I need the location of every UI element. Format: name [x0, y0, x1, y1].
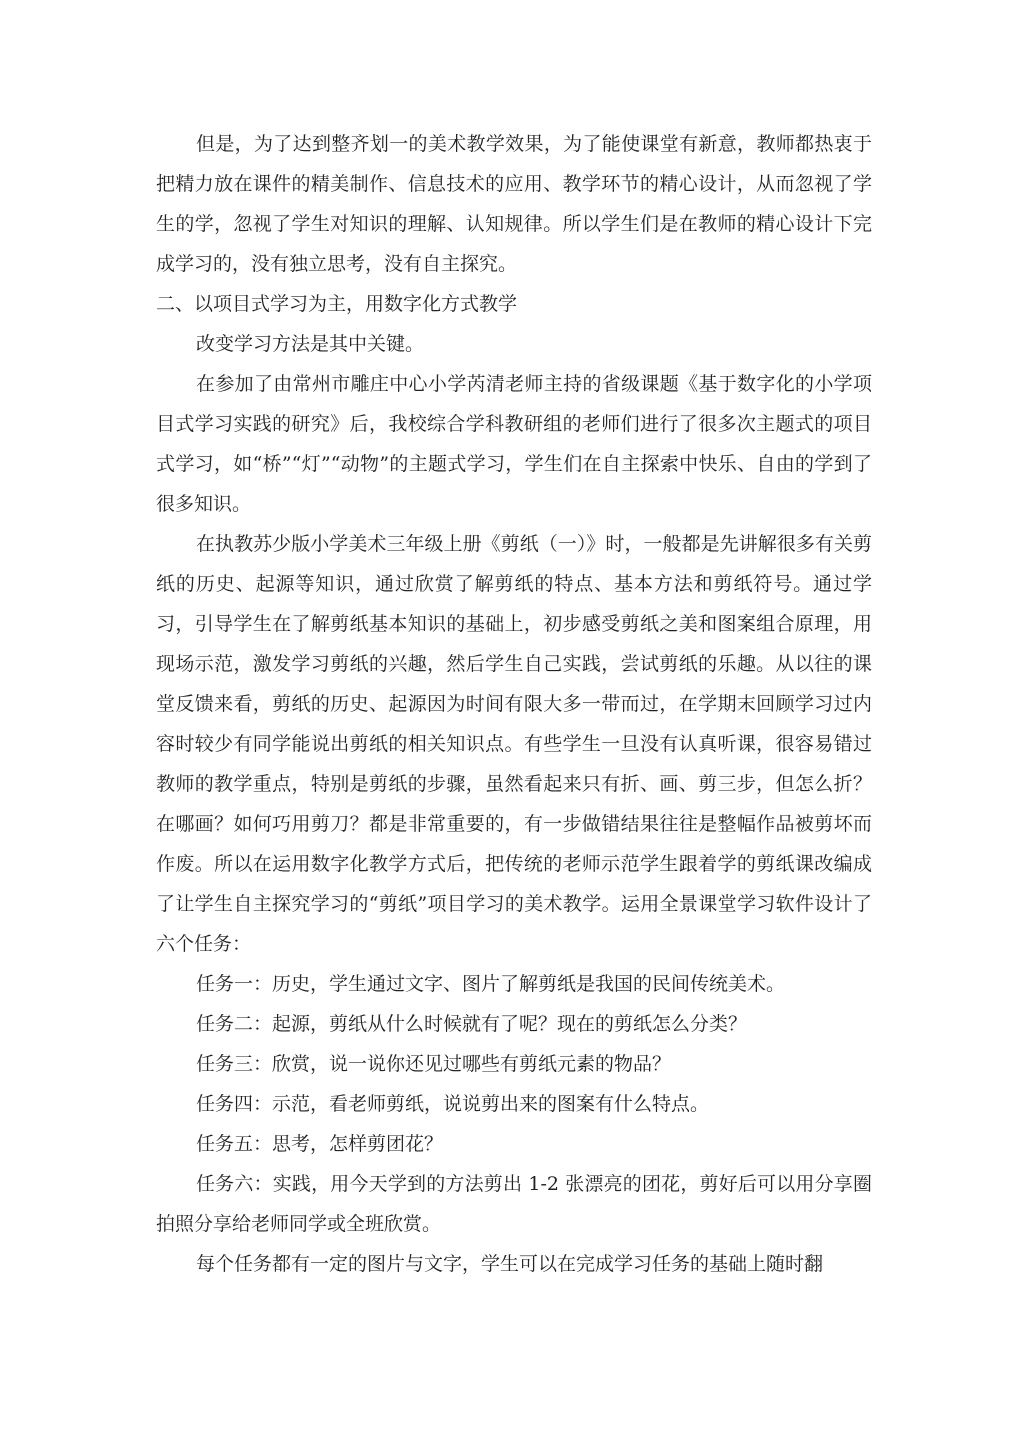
task-item-2: 任务二：起源，剪纸从什么时候就有了呢？现在的剪纸怎么分类？: [196, 1013, 748, 1035]
paragraph-closing: 每个任务都有一定的图片与文字，学生可以在完成学习任务的基础上随时翻: [196, 1253, 824, 1275]
paragraph-research-project: 在参加了由常州市雕庄中心小学芮清老师主持的省级课题《基于数字化的小学项目式学习实践的研究》后，我校综合学科教研组的老师们进行了很多次主题式的项目式学习，如“桥”“灯”“动物”的主题式学习，学生们在自主探索中快乐、自由的学到了很多知识。: [156, 373, 872, 515]
task-item-4: 任务四：示范，看老师剪纸，说说剪出来的图案有什么特点。: [196, 1093, 710, 1115]
task-item-1: 任务一：历史，学生通过文字、图片了解剪纸是我国的民间传统美术。: [196, 973, 786, 995]
task-item-5: 任务五：思考，怎样剪团花？: [196, 1133, 444, 1155]
paragraph-paper-cutting-lesson: 在执教苏少版小学美术三年级上册《剪纸（一）》时，一般都是先讲解很多有关剪纸的历史、起源等知识，通过欣赏了解剪纸的特点、基本方法和剪纸符号。通过学习，引导学生在了解剪纸基本知识的基础上，初步感受剪纸之美和图案组合原理，用现场示范，激发学习剪纸的兴趣，然后学生自己实践，尝试剪纸的乐趣。从以往的课堂反馈来看，剪纸的历史、起源因为时间有限大多一带而过，在学期末回顾学习过内容时较少有同学能说出剪纸的相关知识点。有些学生一旦没有认真听课，很容易错过教师的教学重点，特别是剪纸的步骤，虽然看起来只有折、画、剪三步，但怎么折？在哪画？如何巧用剪刀？都是非常重要的，有一步做错结果往往是整幅作品被剪坏而作废。所以在运用数字化教学方式后，把传统的老师示范学生跟着学的剪纸课改编成了让学生自主探究学习的“剪纸”项目学习的美术教学。运用全景课堂学习软件设计了六个任务：: [156, 533, 872, 955]
paragraph-intro: 但是，为了达到整齐划一的美术教学效果，为了能使课堂有新意，教师都热衷于把精力放在课件的精美制作、信息技术的应用、教学环节的精心设计，从而忽视了学生的学，忽视了学生对知识的理解、认知规律。所以学生们是在教师的精心设计下完成学习的，没有独立思考，没有自主探究。: [156, 133, 872, 275]
task-item-6: 任务六：实践，用今天学到的方法剪出 1-2 张漂亮的团花，剪好后可以用分享圈拍照分享给老师同学或全班欣赏。: [156, 1173, 872, 1235]
section-heading: 二、以项目式学习为主，用数字化方式教学: [156, 293, 518, 315]
task-item-3: 任务三：欣赏，说一说你还见过哪些有剪纸元素的物品？: [196, 1053, 672, 1075]
paragraph-key-method: 改变学习方法是其中关键。: [196, 333, 425, 355]
document-body: [156, 124, 872, 1284]
